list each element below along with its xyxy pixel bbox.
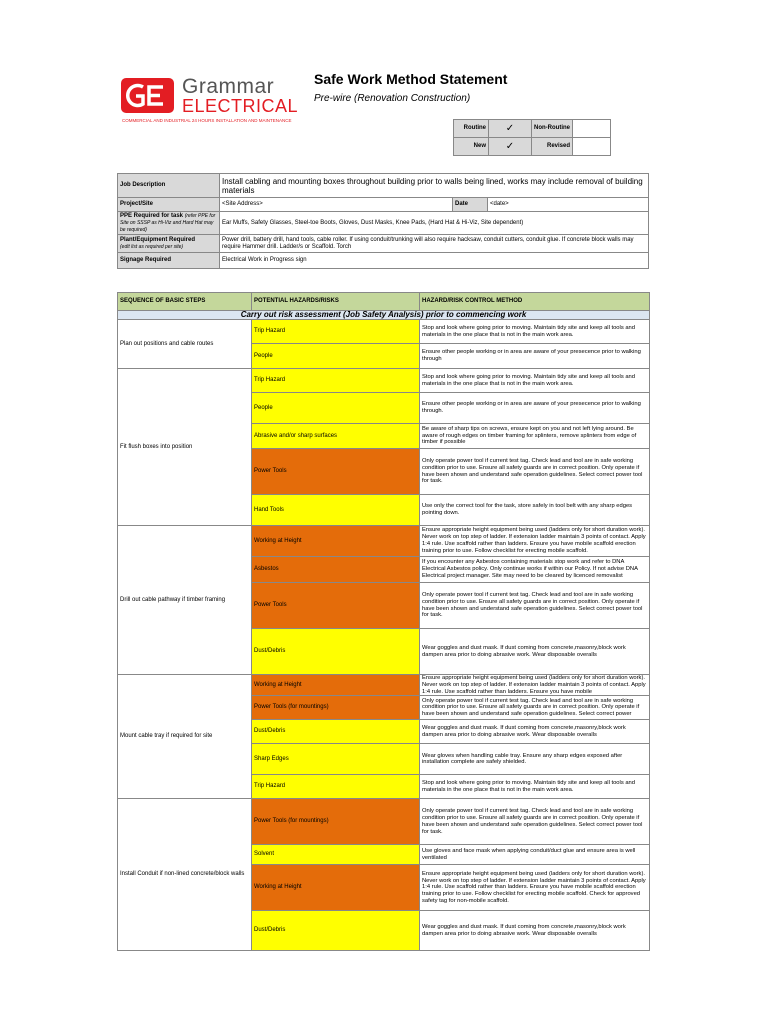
control-cell: If you encounter any Asbestos containing materials stop work and refer to DNA Electrical Asbestos policy. Only continue works if within our Policy. If not advise DNA Electrical project manager. Site may need to be cleared by licenced removalist xyxy=(420,557,650,583)
document-subtitle: Pre-wire (Renovation Construction) xyxy=(314,93,471,104)
job-description-value[interactable]: Install cabling and mounting boxes throughout building prior to walls being lined, works may include removal of building materials xyxy=(220,174,649,198)
step-label: Install Conduit if non-lined concrete/block walls xyxy=(118,799,252,951)
control-cell: Ensure appropriate height equipment being used (ladders only for short duration work). Never work on top step of ladder. If extension ladder maintain 3 points of contact. Apply 1:4 rule. Use scaffold rather than ladders. Ensure you have mobile xyxy=(420,675,650,696)
routine-checkmark-icon[interactable]: ✓ xyxy=(489,120,532,138)
hazard-cell: Working at Height xyxy=(252,865,420,911)
step-label: Plan out positions and cable routes xyxy=(118,320,252,369)
control-cell: Ensure appropriate height equipment being used (ladders only for short duration work). Never work on top step of ladder. If extension ladder maintain 3 points of contact. Apply 1:4 rule. Use scaffold rather than ladders. Ensure you have mobile scaffold erection training prior to use. Follow checklist for erecting mobile scaffold. Check for approved safety tag for non-mobile scaffold. xyxy=(420,865,650,911)
brand-subname: ELECTRICAL xyxy=(182,96,299,116)
hazard-cell: Asbestos xyxy=(252,557,420,583)
ppe-note: (refer PPE for Site on SSSP as Hi-Viz and Hard Hat may be required) xyxy=(120,212,216,233)
revised-label: Revised xyxy=(532,138,573,156)
plant-value[interactable]: Power drill, battery drill, hand tools, cable roller. If using conduit/trunking will also require hacksaw, conduit cutters, conduit glue. If concrete block walls may require Hammer drill. Ladder/s or Scaffold. Torch xyxy=(220,235,649,253)
step-label: Fit flush boxes into position xyxy=(118,369,252,526)
control-cell: Be aware of sharp tips on screws, ensure kept on you and not left lying around. Be aware of rough edges on timber framing for splinters, remove splinters from edge of timber if possible xyxy=(420,424,650,449)
control-cell: Wear gloves when handling cable tray. Ensure any sharp edges exposed after installation complete are safely shielded. xyxy=(420,744,650,775)
hazard-cell: Trip Hazard xyxy=(252,369,420,393)
hazard-cell: Solvent xyxy=(252,845,420,865)
header-steps: SEQUENCE OF BASIC STEPS xyxy=(118,293,252,311)
plant-label-cell xyxy=(118,235,220,253)
job-description-label: Job Description xyxy=(118,174,220,198)
control-cell: Wear goggles and dust mask. If dust coming from concrete,masonry,block work dampen area prior to doing abrasive work. Wear disposable overalls xyxy=(420,629,650,675)
risk-assessment-banner: Carry out risk assessment (Job Safety Analysis) prior to commencing work xyxy=(118,311,650,320)
ppe-label-cell xyxy=(118,212,220,235)
revised-check-cell[interactable] xyxy=(573,138,611,156)
control-cell: Wear goggles and dust mask. If dust coming from concrete,masonry,block work dampen area prior to doing abrasive work. Wear disposable overalls xyxy=(420,720,650,744)
hazard-cell: Working at Height xyxy=(252,675,420,696)
company-logo-icon xyxy=(121,78,174,113)
swms-table xyxy=(117,292,650,951)
hazard-cell: Power Tools xyxy=(252,449,420,495)
control-cell: Use gloves and face mask when applying conduit/duct glue and ensure area is well ventilated xyxy=(420,845,650,865)
status-table xyxy=(453,119,611,156)
nonroutine-check-cell[interactable] xyxy=(573,120,611,138)
brand-name: Grammar xyxy=(182,75,275,98)
brand-tagline: COMMERCIAL AND INDUSTRIAL 24 HOURS INSTALLATION AND MAINTENANCE xyxy=(122,118,292,123)
new-checkmark-icon[interactable]: ✓ xyxy=(489,138,532,156)
project-site-label: Project/Site xyxy=(118,198,220,212)
hazard-cell: Dust/Debris xyxy=(252,720,420,744)
hazard-cell: Hand Tools xyxy=(252,495,420,526)
control-cell: Stop and look where going prior to moving. Maintain tidy site and keep all tools and materials in the one place that is not in the main work area. xyxy=(420,369,650,393)
hazard-cell: Power Tools (for mountings) xyxy=(252,696,420,720)
ppe-value[interactable]: Ear Muffs, Safety Glasses, Steel-toe Boots, Gloves, Dust Masks, Knee Pads, (Hard Hat & Hi-Viz, Site dependent) xyxy=(220,212,649,235)
hazard-cell: Dust/Debris xyxy=(252,911,420,951)
plant-label: Plant/Equipment Required xyxy=(120,236,196,243)
control-cell: Only operate power tool if current test tag. Check lead and tool are in safe working condition prior to use. Ensure all safety guards are in correct position. Only operate if have been shown and understand safe operation guidelines. Select correct power xyxy=(420,696,650,720)
new-label: New xyxy=(454,138,489,156)
header-hazards: POTENTIAL HAZARDS/RISKS xyxy=(252,293,420,311)
control-cell: Use only the correct tool for the task, store safely in tool belt with any sharp edges pointing down. xyxy=(420,495,650,526)
control-cell: Ensure other people working or in area are aware of your presecence prior to walking through xyxy=(420,344,650,369)
signage-label: Signage Required xyxy=(118,253,220,269)
hazard-cell: Working at Height xyxy=(252,526,420,557)
control-cell: Ensure other people working or in area are aware of your presecence prior to walking through. xyxy=(420,393,650,424)
hazard-cell: Dust/Debris xyxy=(252,629,420,675)
hazard-cell: Trip Hazard xyxy=(252,320,420,344)
hazard-cell: Trip Hazard xyxy=(252,775,420,799)
hazard-cell: People xyxy=(252,344,420,369)
control-cell: Stop and look where going prior to moving. Maintain tidy site and keep all tools and materials in the one place that is not in the main work area. xyxy=(420,775,650,799)
control-cell: Only operate power tool if current test tag. Check lead and tool are in safe working condition prior to use. Ensure all safety guards are in correct position. Only operate if have been shown and understand safe operation guidelines. Select correct power tool for task. xyxy=(420,799,650,845)
routine-label: Routine xyxy=(454,120,489,138)
signage-value[interactable]: Electrical Work in Progress sign xyxy=(220,253,649,269)
control-cell: Only operate power tool if current test tag. Check lead and tool are in safe working condition prior to use. Ensure all safety guards are in correct position. Only operate if have been shown and understand safe operation guidelines. Select correct power tool for task. xyxy=(420,449,650,495)
project-site-value[interactable]: <Site Address> xyxy=(220,198,453,212)
date-value[interactable]: <date> xyxy=(488,198,649,212)
nonroutine-label: Non-Routine xyxy=(532,120,573,138)
document-title: Safe Work Method Statement xyxy=(314,71,508,87)
date-label: Date xyxy=(453,198,488,212)
hazard-cell: Power Tools (for mountings) xyxy=(252,799,420,845)
header-controls: HAZARD/RISK CONTROL METHOD xyxy=(420,293,650,311)
hazard-cell: People xyxy=(252,393,420,424)
control-cell: Stop and look where going prior to moving. Maintain tidy site and keep all tools and materials in the one place that is not in the main work area. xyxy=(420,320,650,344)
control-cell: Ensure appropriate height equipment being used (ladders only for short duration work). Never work on top step of ladder. If extension ladder maintain 3 points of contact. Apply 1:4 rule. Use scaffold rather than ladders. Ensure you have mobile scaffold erection training prior to use. Follow checklist for erecting mobile scaffold. xyxy=(420,526,650,557)
hazard-cell: Power Tools xyxy=(252,583,420,629)
control-cell: Only operate power tool if current test tag. Check lead and tool are in safe working condition prior to use. Ensure all safety guards are in correct position. Only operate if have been shown and understand safe operation guidelines. Select correct power tool for task. xyxy=(420,583,650,629)
hazard-cell: Abrasive and/or sharp surfaces xyxy=(252,424,420,449)
plant-note: (edit list as required per site) xyxy=(120,243,184,250)
job-info-table xyxy=(117,173,649,269)
hazard-cell: Sharp Edges xyxy=(252,744,420,775)
step-label: Drill out cable pathway if timber framing xyxy=(118,526,252,675)
step-label: Mount cable tray if required for site xyxy=(118,675,252,799)
control-cell: Wear goggles and dust mask. If dust coming from concrete,masonry,block work dampen area prior to doing abrasive work. Wear disposable overalls xyxy=(420,911,650,951)
ppe-label: PPE Required for task xyxy=(120,212,184,219)
